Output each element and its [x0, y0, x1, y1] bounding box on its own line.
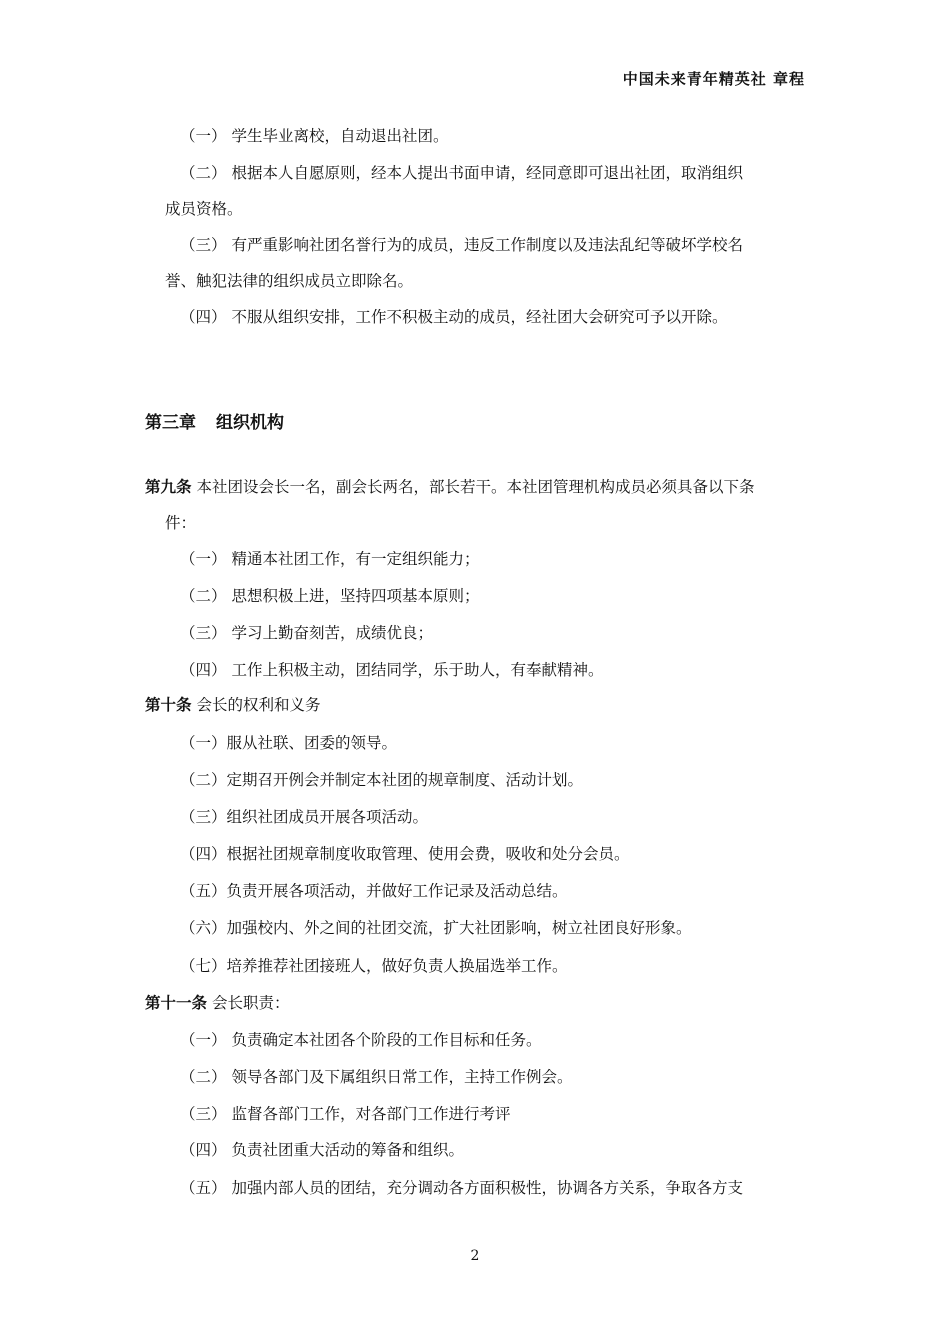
item-text: 有严重影响社团名誉行为的成员，违反工作制度以及违法乱纪等破坏学校名: [231, 236, 743, 254]
item-marker: （二）: [180, 164, 227, 182]
item-marker: （四）: [180, 845, 227, 863]
list-item: [180, 1030, 541, 1050]
item-text: 定期召开例会并制定本社团的规章制度、活动计划。: [226, 771, 584, 789]
list-item: [180, 660, 603, 680]
item-marker: （一）: [180, 1031, 227, 1049]
list-item: [180, 956, 568, 976]
list-item: [180, 1104, 510, 1124]
article-10: [145, 695, 320, 715]
item-marker: （四）: [180, 308, 227, 326]
item-text: 负责社团重大活动的筹备和组织。: [231, 1141, 464, 1159]
article-text: 本社团设会长一名，副会长两名，部长若干。本社团管理机构成员必须具备以下条: [196, 478, 755, 496]
item-marker: （四）: [180, 661, 227, 679]
item-text: 领导各部门及下属组织日常工作，主持工作例会。: [231, 1068, 573, 1086]
item-text: 服从社联、团委的领导。: [226, 734, 398, 752]
item-marker: （五）: [180, 882, 227, 900]
article-label: 第十一条: [145, 993, 208, 1012]
item-text: 根据社团规章制度收取管理、使用会费，吸收和处分会员。: [226, 845, 630, 863]
list-item: [180, 1140, 464, 1160]
item-marker: （二）: [180, 587, 227, 605]
item-text: 根据本人自愿原则，经本人提出书面申请，经同意即可退出社团，取消组织: [231, 164, 743, 182]
list-item: [180, 881, 568, 901]
item-marker: （五）: [180, 1179, 227, 1197]
item-marker: （四）: [180, 1141, 227, 1159]
item-text: 加强校内、外之间的社团交流，扩大社团影响，树立社团良好形象。: [226, 919, 692, 937]
item-text: 不服从组织安排，工作不积极主动的成员，经社团大会研究可予以开除。: [231, 308, 728, 326]
list-item: [180, 623, 433, 643]
list-item: [180, 586, 479, 606]
item-text: 负责开展各项活动，并做好工作记录及活动总结。: [226, 882, 568, 900]
list-item: [180, 235, 743, 255]
running-header: 中国未来青年精英社 章程: [622, 70, 805, 88]
article-9: [145, 477, 754, 497]
list-item: [180, 549, 479, 569]
item-continuation: 誉、触犯法律的组织成员立即除名。: [165, 272, 414, 290]
item-marker: （七）: [180, 957, 227, 975]
list-item: [180, 770, 583, 790]
item-text: 培养推荐社团接班人，做好负责人换届选举工作。: [226, 957, 568, 975]
list-item: [180, 163, 743, 183]
item-text: 加强内部人员的团结，充分调动各方面积极性，协调各方关系，争取各方支: [231, 1179, 743, 1197]
article-text: 会长的权利和义务: [196, 696, 321, 714]
item-continuation: 成员资格。: [165, 200, 243, 218]
list-item: [180, 126, 448, 146]
item-marker: （二）: [180, 771, 227, 789]
list-item: [180, 733, 397, 753]
chapter-heading: [145, 408, 284, 433]
item-marker: （一）: [180, 127, 227, 145]
item-marker: （三）: [180, 236, 227, 254]
item-marker: （二）: [180, 1068, 227, 1086]
chapter-title: 组织机构: [216, 413, 284, 433]
item-text: 工作上积极主动，团结同学，乐于助人，有奉献精神。: [231, 661, 604, 679]
item-marker: （一）: [180, 734, 227, 752]
item-text: 学习上勤奋刻苦，成绩优良；: [231, 624, 433, 642]
page-number: 2: [470, 1248, 480, 1264]
item-marker: （三）: [180, 808, 227, 826]
list-item: [180, 918, 692, 938]
item-marker: （三）: [180, 1105, 227, 1123]
item-text: 学生毕业离校，自动退出社团。: [231, 127, 449, 145]
item-text: 组织社团成员开展各项活动。: [226, 808, 429, 826]
list-item: [180, 307, 727, 327]
list-item: [180, 807, 428, 827]
list-item: [180, 844, 630, 864]
item-marker: （六）: [180, 919, 227, 937]
item-text: 监督各部门工作，对各部门工作进行考评: [231, 1105, 511, 1123]
article-label: 第九条: [145, 477, 192, 496]
article-11: [145, 993, 289, 1013]
article-label: 第十条: [145, 695, 192, 714]
item-text: 思想积极上进，坚持四项基本原则；: [231, 587, 480, 605]
item-marker: （三）: [180, 624, 227, 642]
article-continuation: 件：: [165, 514, 197, 532]
chapter-number: 第三章: [145, 413, 196, 433]
list-item: [180, 1178, 743, 1198]
item-marker: （一）: [180, 550, 227, 568]
list-item: [180, 1067, 572, 1087]
item-text: 负责确定本社团各个阶段的工作目标和任务。: [231, 1031, 542, 1049]
item-text: 精通本社团工作，有一定组织能力；: [231, 550, 480, 568]
article-text: 会长职责：: [211, 994, 290, 1012]
